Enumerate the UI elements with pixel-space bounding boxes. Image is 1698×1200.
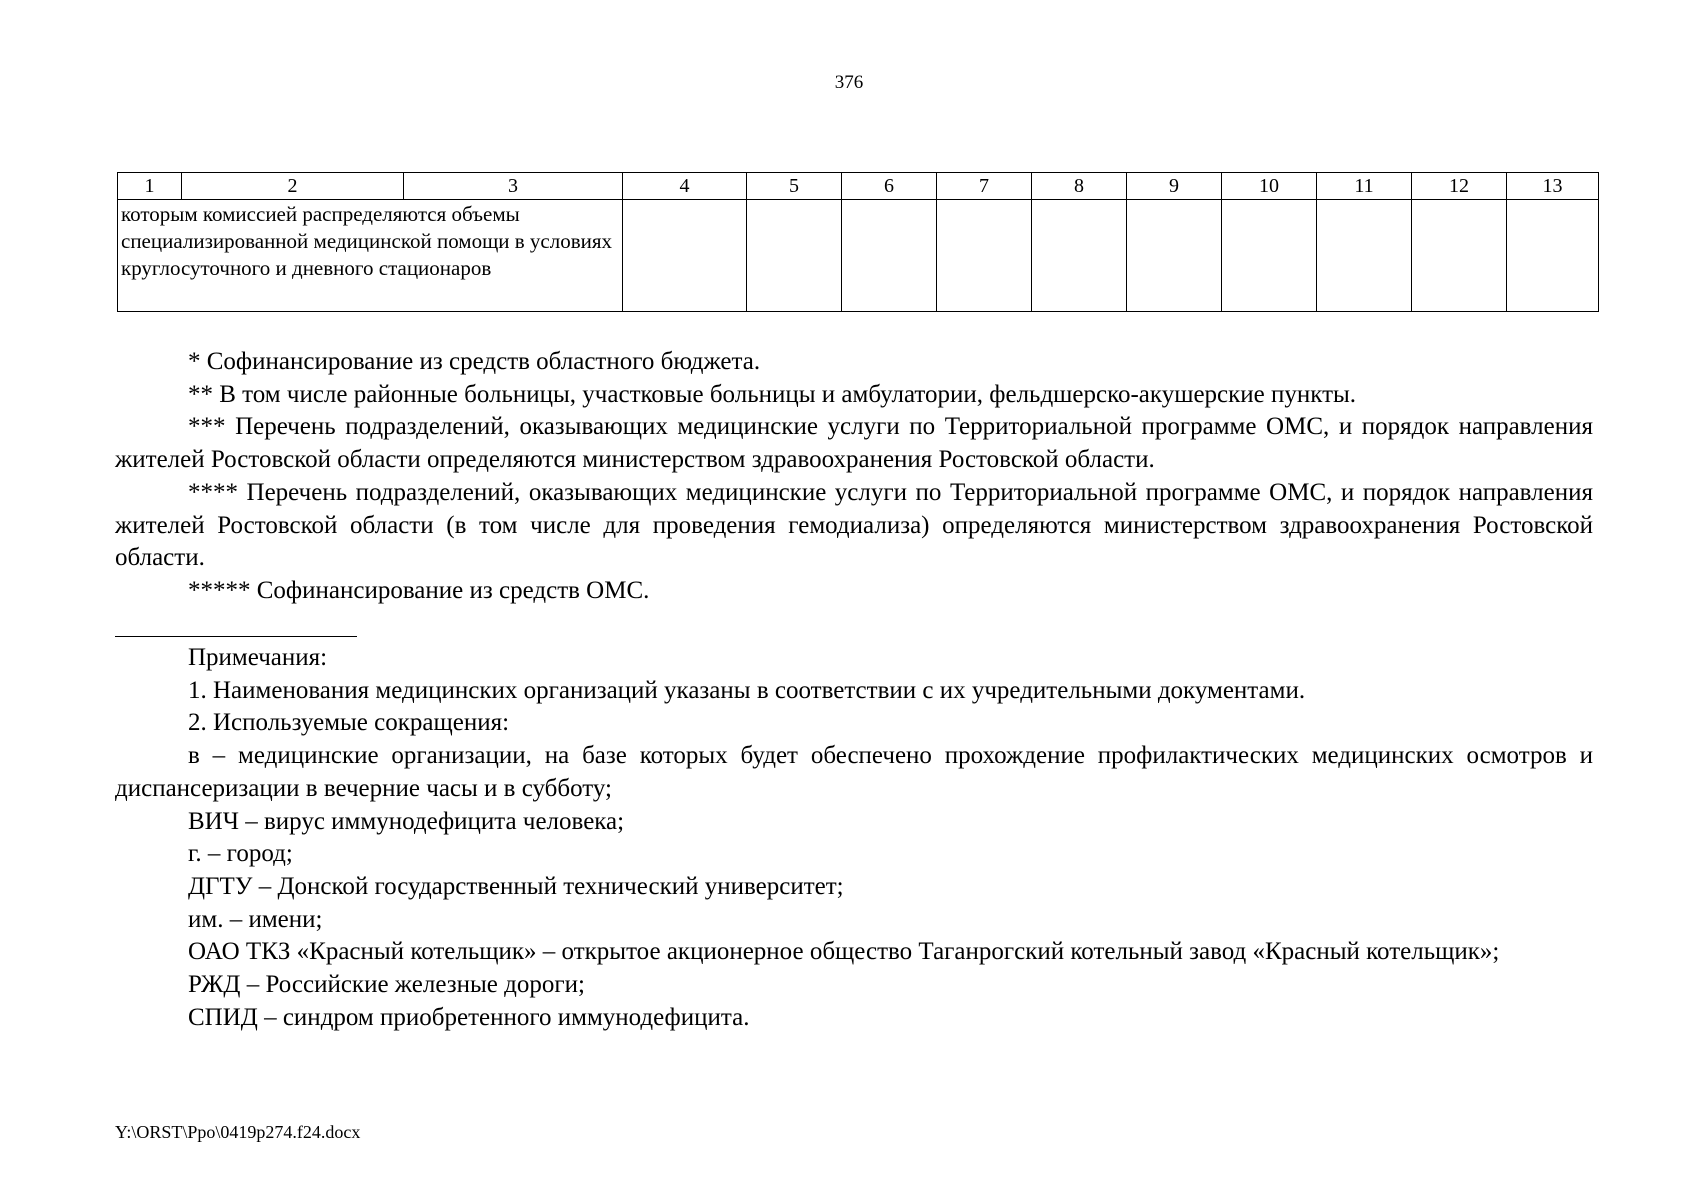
table-cell [937, 200, 1032, 312]
table-cell [1412, 200, 1507, 312]
table-cell [1127, 200, 1222, 312]
table-cell [747, 200, 842, 312]
column-number-cell: 8 [1032, 173, 1127, 200]
abbreviation-item: в – медицинские организации, на базе которых будет обеспечено прохождение профилактических медицинских осмотров и диспансеризации в вечерние часы и в субботу; [115, 742, 1593, 802]
notes [115, 642, 1593, 1034]
abbreviation-item: ВИЧ – вирус иммунодефицита человека; [188, 807, 625, 835]
abbreviation-item: им. – имени; [188, 905, 323, 933]
abbreviation-item: г. – город; [188, 840, 293, 868]
column-number-cell: 4 [623, 173, 747, 200]
row-description-cell: которым комиссией распределяются объемы специализированной медицинской помощи в условиях круглосуточного и дневного стационаров [118, 200, 623, 312]
table-cell [623, 200, 747, 312]
file-path: Y:\ORST\Ppo\0419p274.f24.docx [115, 1122, 361, 1142]
column-number-cell: 13 [1507, 173, 1599, 200]
footnote: *** Перечень подразделений, оказывающих медицинские услуги по Территориальной программе ОМС, и порядок направления жителей Ростовской области определяются министерством здравоохранения Ростовской области. [115, 413, 1593, 474]
footnote: ***** Софинансирование из средств ОМС. [188, 576, 650, 604]
column-number-cell: 10 [1222, 173, 1317, 200]
column-number-cell: 6 [842, 173, 937, 200]
column-number-cell: 3 [404, 173, 623, 200]
footnotes [115, 346, 1593, 608]
table-row [118, 200, 1599, 312]
page-number: 376 [834, 72, 864, 93]
column-number-cell: 11 [1317, 173, 1412, 200]
notes-heading: Примечания: [188, 644, 328, 671]
table-cell [1507, 200, 1599, 312]
column-number-cell: 5 [747, 173, 842, 200]
table-cell [1317, 200, 1412, 312]
footnote: ** В том числе районные больницы, участковые больницы и амбулатории, фельдшерско-акушерские пункты. [188, 380, 1357, 408]
abbreviation-item: ДГТУ – Донской государственный технический университет; [188, 872, 844, 900]
column-number-cell: 2 [182, 173, 404, 200]
column-number-cell: 9 [1127, 173, 1222, 200]
table-cell [842, 200, 937, 312]
column-number-row [118, 173, 1599, 200]
footnote: **** Перечень подразделений, оказывающих медицинские услуги по Территориальной программе ОМС, и порядок направления жителей Ростовской области (в том числе для проведения гемодиализа) определяются министерством здравоохранения Ростовской области. [115, 478, 1593, 572]
column-number-cell: 1 [118, 173, 182, 200]
table-cell [1032, 200, 1127, 312]
column-number-cell: 7 [937, 173, 1032, 200]
footnote: * Софинансирование из средств областного бюджета. [188, 348, 761, 375]
note-item: 1. Наименования медицинских организаций указаны в соответствии с их учредительными документами. [188, 676, 1306, 704]
abbreviation-item: СПИД – синдром приобретенного иммунодефицита. [188, 1003, 750, 1031]
abbreviation-item: ОАО ТКЗ «Красный котельщик» – открытое акционерное общество Таганрогский котельный завод «Красный котельщик»; [188, 938, 1500, 966]
note-item: 2. Используемые сокращения: [188, 709, 510, 737]
continuation-table [117, 172, 1599, 312]
table-cell [1222, 200, 1317, 312]
abbreviation-item: РЖД – Российские железные дороги; [188, 971, 585, 999]
separator-line [115, 636, 357, 637]
column-number-cell: 12 [1412, 173, 1507, 200]
